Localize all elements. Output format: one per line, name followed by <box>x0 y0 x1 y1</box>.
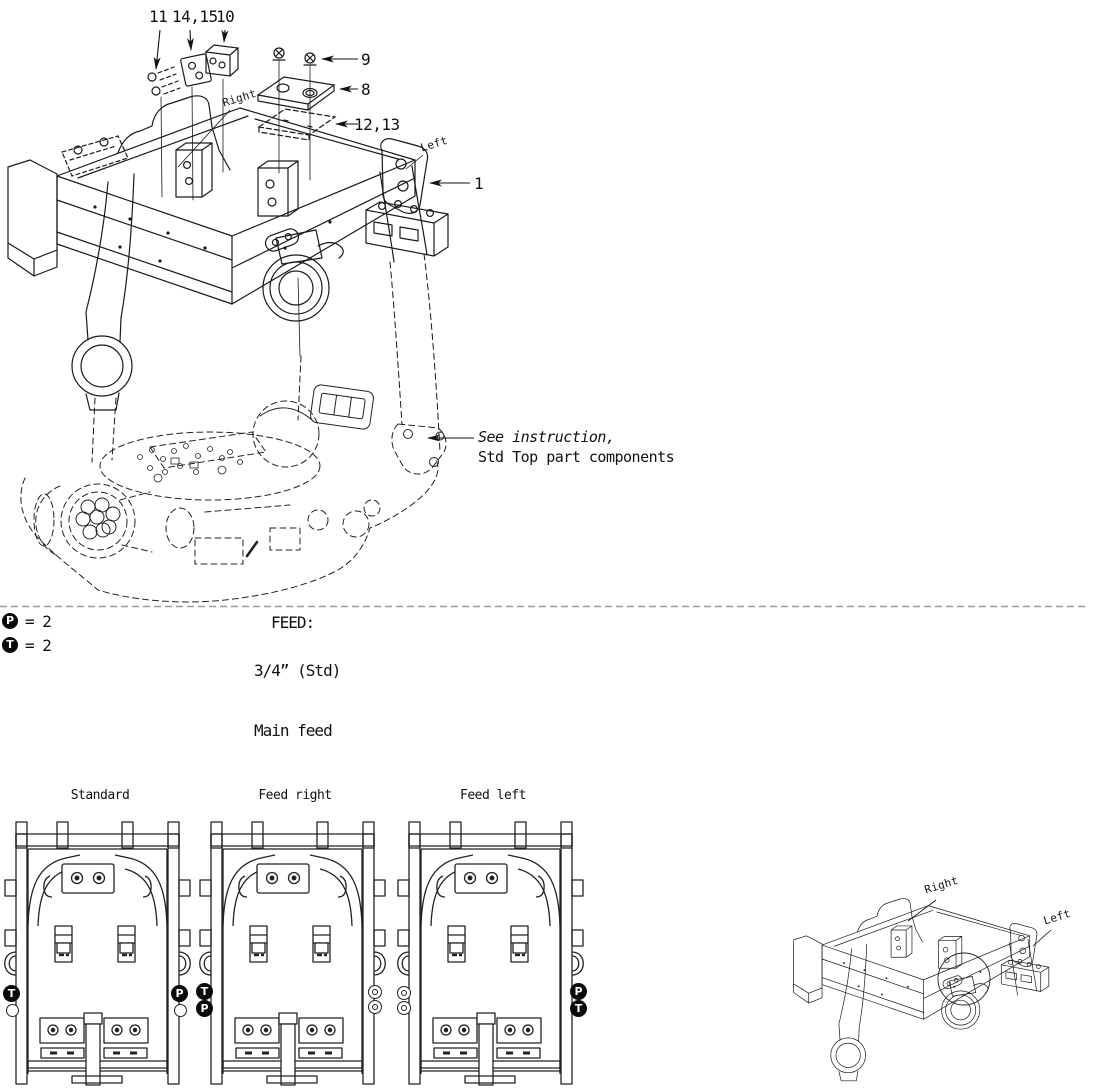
port-p-badge: P <box>2 613 18 629</box>
callout-10: 10 <box>216 7 235 26</box>
feed-right-t-port-badge: T <box>196 983 213 1000</box>
feed-right-p-port-badge: P <box>196 1000 213 1017</box>
orientation-label-right: Right <box>221 86 258 110</box>
orientation-label-left: Left <box>419 133 450 155</box>
feed-left-t-port-badge: T <box>570 1000 587 1017</box>
callout-leaders <box>156 30 474 438</box>
port-p-count: = 2 <box>25 612 51 631</box>
feed-option-label-feed-right: Feed right <box>258 788 332 803</box>
callout-11: 11 <box>149 7 168 26</box>
instruction-note-line1: See instruction, <box>478 428 615 446</box>
feed-left-p-port-badge: P <box>570 983 587 1000</box>
instruction-note-line2: Std Top part components <box>478 448 675 466</box>
callout-12-13: 12,13 <box>354 115 400 134</box>
feed-module-feed-right <box>200 822 386 1085</box>
feed-title: FEED: <box>271 613 315 632</box>
feed-option-label-standard: Standard <box>70 788 130 803</box>
feed-right-fitting-top <box>368 985 382 999</box>
iso-orientation-label-right: Right <box>923 873 960 897</box>
standard-p-port-circle <box>174 1004 187 1017</box>
feed-left-fitting-top <box>397 986 411 1000</box>
callout-8: 8 <box>361 80 371 99</box>
callout-9: 9 <box>361 50 371 69</box>
standard-p-port-badge: P <box>171 985 188 1002</box>
iso-frame-drawing <box>794 899 1051 1081</box>
callout-14-15: 14,15 <box>172 7 218 26</box>
callout-1: 1 <box>474 174 484 193</box>
drill-body-drawing <box>21 384 446 602</box>
standard-t-port-badge: T <box>3 985 20 1002</box>
feed-size: 3/4” (Std) <box>254 661 341 680</box>
exploded-frame-drawing <box>8 96 448 410</box>
standard-t-port-circle <box>6 1004 19 1017</box>
iso-orientation-label-left: Left <box>1042 906 1073 928</box>
feed-left-fitting-bottom <box>397 1001 411 1015</box>
feed-right-fitting-bottom <box>368 1000 382 1014</box>
feed-option-label-feed-left: Feed left <box>460 788 526 803</box>
feed-type: Main feed <box>254 721 332 740</box>
feed-module-standard <box>5 822 191 1085</box>
port-t-badge: T <box>2 637 18 653</box>
feed-module-feed-left <box>398 822 584 1085</box>
port-t-count: = 2 <box>25 636 51 655</box>
